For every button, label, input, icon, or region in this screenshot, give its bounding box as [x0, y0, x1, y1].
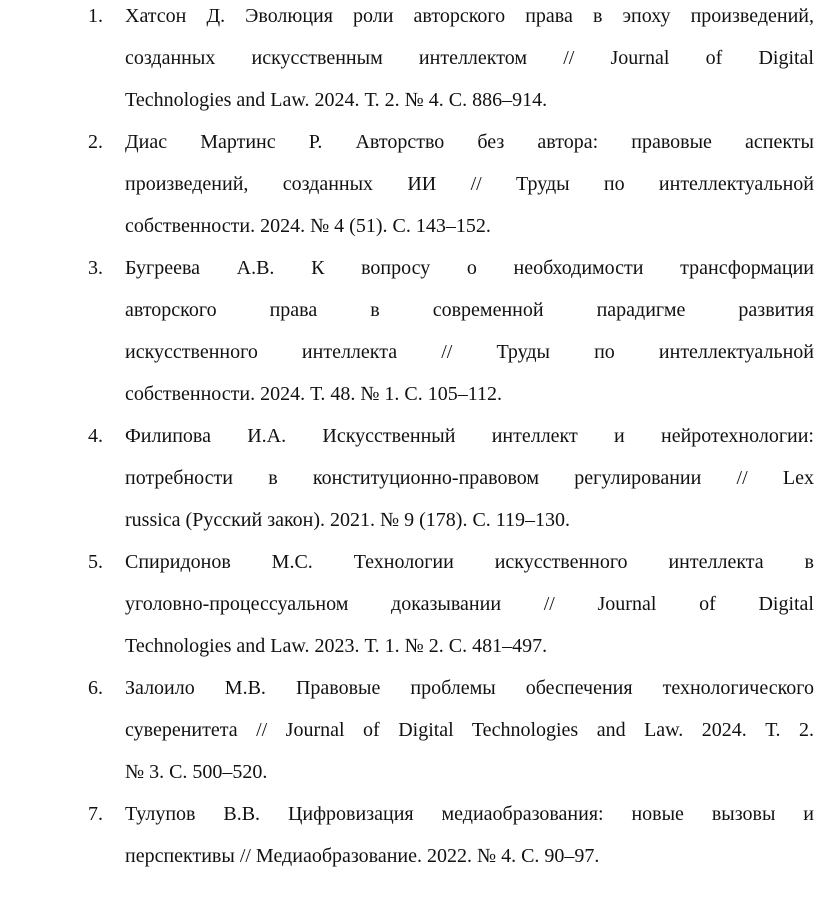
reference-line: авторского права в современной парадигме развития	[125, 299, 814, 321]
reference-line: собственности. 2024. Т. 48. № 1. С. 105–112.	[125, 383, 502, 405]
reference-text	[125, 0, 814, 121]
reference-text	[125, 121, 814, 247]
reference-line: russica (Русский закон). 2021. № 9 (178). С. 119–130.	[125, 509, 571, 531]
reference-text	[125, 541, 814, 667]
reference-line: Спиридонов М.С. Технологии искусственного интеллекта в	[125, 551, 814, 573]
reference-line: Хатсон Д. Эволюция роли авторского права в эпоху произведений,	[125, 5, 814, 27]
reference-line: Диас Мартинс Р. Авторство без автора: правовые аспекты	[125, 131, 814, 153]
reference-number: 3.	[88, 257, 103, 279]
reference-number: 4.	[88, 425, 103, 447]
reference-line: созданных искусственным интеллектом // Journal of Digital	[125, 47, 814, 69]
reference-number: 6.	[88, 677, 103, 699]
reference-line: потребности в конституционно-правовом регулировании // Lex	[125, 467, 814, 489]
reference-line: Бугреева А.В. К вопросу о необходимости трансформации	[125, 257, 814, 279]
reference-line: собственности. 2024. № 4 (51). С. 143–152.	[125, 215, 491, 237]
reference-line: Technologies and Law. 2024. Т. 2. № 4. С. 886–914.	[125, 89, 548, 111]
reference-line: Technologies and Law. 2023. Т. 1. № 2. С. 481–497.	[125, 635, 548, 657]
reference-number: 7.	[88, 803, 103, 825]
reference-line: перспективы // Медиаобразование. 2022. № 4. С. 90–97.	[125, 845, 600, 867]
reference-text	[125, 247, 814, 415]
reference-line: искусственного интеллекта // Труды по интеллектуальной	[125, 341, 814, 363]
reference-number: 2.	[88, 131, 103, 153]
reference-text	[125, 415, 814, 541]
reference-line: произведений, созданных ИИ // Труды по интеллектуальной	[125, 173, 814, 195]
reference-number: 1.	[88, 5, 103, 27]
reference-line: № 3. С. 500–520.	[125, 761, 268, 783]
reference-line: суверенитета // Journal of Digital Technologies and Law. 2024. Т. 2.	[125, 719, 814, 741]
reference-text	[125, 667, 814, 793]
reference-line: уголовно-процессуальном доказывании // Journal of Digital	[125, 593, 814, 615]
reference-line: Филипова И.А. Искусственный интеллект и нейротехнологии:	[125, 425, 814, 447]
reference-line: Залоило М.В. Правовые проблемы обеспечения технологического	[125, 677, 814, 699]
reference-line: Тулупов В.В. Цифровизация медиаобразования: новые вызовы и	[125, 803, 814, 825]
reference-number: 5.	[88, 551, 103, 573]
reference-text	[125, 793, 814, 877]
